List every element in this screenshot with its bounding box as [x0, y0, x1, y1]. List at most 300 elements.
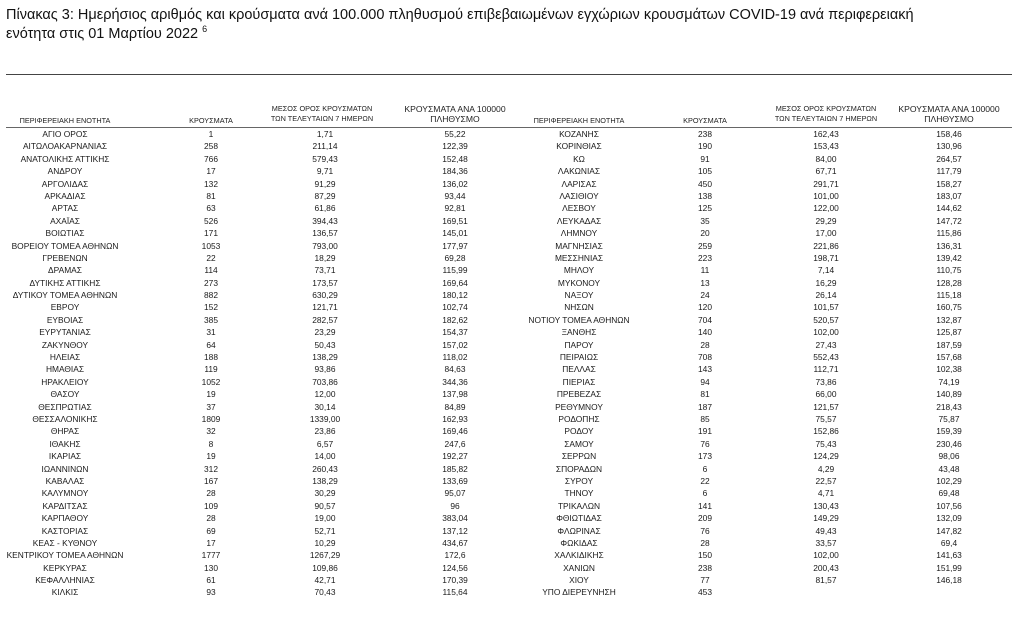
- right-avg7-cell: 17,00: [815, 228, 837, 239]
- left-cases-cell: 130: [204, 562, 218, 573]
- right-region-cell: ΛΑΚΩΝΙΑΣ: [557, 166, 601, 177]
- right-cases-cell: 704: [698, 314, 712, 325]
- left-region-cell: ΖΑΚΥΝΘΟΥ: [41, 339, 89, 350]
- left-region-cell: ΑΡΤΑΣ: [51, 203, 79, 214]
- left-per100k-cell: 96: [450, 500, 460, 511]
- left-avg7-cell: 703,86: [312, 376, 338, 387]
- right-per100k-cell: 151,99: [936, 562, 962, 573]
- left-per100k-cell: 145,01: [442, 228, 468, 239]
- left-region-cell: ΔΡΑΜΑΣ: [48, 265, 82, 276]
- table-row: [0, 339, 1024, 351]
- left-region-cell: ΚΕΦΑΛΛΗΝΙΑΣ: [35, 575, 95, 586]
- right-avg7-cell: 153,43: [813, 141, 839, 152]
- left-per100k-cell: 133,69: [442, 475, 468, 486]
- left-cases-cell: 64: [206, 339, 216, 350]
- table-row: [0, 586, 1024, 598]
- header-per100k-right: [884, 104, 1014, 124]
- left-avg7-cell: 30,14: [314, 401, 336, 412]
- table-row: [0, 301, 1024, 313]
- right-region-cell: ΡΟΔΟΥ: [564, 426, 594, 437]
- header-per100k-right-line1: ΚΡΟΥΣΜΑΤΑ ΑΝΑ 100000: [898, 104, 1000, 114]
- left-region-cell: ΕΥΒΟΙΑΣ: [46, 314, 84, 325]
- left-per100k-cell: 154,37: [442, 327, 468, 338]
- left-cases-cell: 17: [206, 166, 216, 177]
- left-cases-cell: 167: [204, 475, 218, 486]
- right-region-cell: ΧΙΟΥ: [569, 575, 589, 586]
- right-per100k-cell: 110,75: [936, 265, 962, 276]
- right-avg7-cell: 152,86: [813, 426, 839, 437]
- left-avg7-cell: 394,43: [312, 215, 338, 226]
- left-avg7-cell: 52,71: [314, 525, 336, 536]
- right-cases-cell: 259: [698, 240, 712, 251]
- right-region-cell: ΦΘΙΩΤΙΔΑΣ: [556, 513, 602, 524]
- right-cases-cell: 187: [698, 401, 712, 412]
- left-cases-cell: 17: [206, 537, 216, 548]
- left-per100k-cell: 192,27: [442, 451, 468, 462]
- table-row: [0, 277, 1024, 289]
- left-avg7-cell: 70,43: [314, 587, 336, 598]
- right-avg7-cell: 75,57: [815, 413, 837, 424]
- left-avg7-cell: 260,43: [312, 463, 338, 474]
- right-region-cell: ΥΠΟ ΔΙΕΡΕΥΝΗΣΗ: [542, 587, 616, 598]
- table-row: [0, 140, 1024, 152]
- left-avg7-cell: 18,29: [314, 252, 336, 263]
- right-cases-cell: 91: [700, 153, 710, 164]
- right-cases-cell: 28: [700, 339, 710, 350]
- right-per100k-cell: 183,07: [936, 190, 962, 201]
- right-avg7-cell: 22,57: [815, 475, 837, 486]
- right-avg7-cell: 26,14: [815, 290, 837, 301]
- left-cases-cell: 258: [204, 141, 218, 152]
- right-per100k-cell: 230,46: [936, 438, 962, 449]
- left-per100k-cell: 92,81: [444, 203, 466, 214]
- right-per100k-cell: 159,39: [936, 426, 962, 437]
- left-region-cell: ΙΩΑΝΝΙΝΩΝ: [41, 463, 89, 474]
- right-region-cell: ΝΟΤΙΟΥ ΤΟΜΕΑ ΑΘΗΝΩΝ: [528, 314, 630, 325]
- table-row: [0, 525, 1024, 537]
- left-per100k-cell: 169,51: [442, 215, 468, 226]
- left-avg7-cell: 50,43: [314, 339, 336, 350]
- left-avg7-cell: 19,00: [314, 513, 336, 524]
- right-per100k-cell: 107,56: [936, 500, 962, 511]
- left-region-cell: ΒΟΡΕΙΟΥ ΤΟΜΕΑ ΑΘΗΝΩΝ: [11, 240, 119, 251]
- right-avg7-cell: 81,57: [815, 575, 837, 586]
- left-cases-cell: 119: [204, 364, 218, 375]
- right-cases-cell: 120: [698, 302, 712, 313]
- left-per100k-cell: 182,62: [442, 314, 468, 325]
- left-cases-cell: 93: [206, 587, 216, 598]
- left-avg7-cell: 90,57: [314, 500, 336, 511]
- right-region-cell: ΣΠΟΡΑΔΩΝ: [555, 463, 603, 474]
- right-avg7-cell: 221,86: [813, 240, 839, 251]
- left-avg7-cell: 23,29: [314, 327, 336, 338]
- right-region-cell: ΠΑΡΟΥ: [564, 339, 594, 350]
- table-row: [0, 153, 1024, 165]
- right-region-cell: ΛΗΜΝΟΥ: [560, 228, 598, 239]
- left-region-cell: ΚΕΝΤΡΙΚΟΥ ΤΟΜΕΑ ΑΘΗΝΩΝ: [6, 550, 124, 561]
- table-row: [0, 178, 1024, 190]
- header-per100k-left: [390, 104, 520, 124]
- left-region-cell: ΑΡΓΟΛΙΔΑΣ: [41, 178, 89, 189]
- right-region-cell: ΠΙΕΡΙΑΣ: [562, 376, 596, 387]
- left-cases-cell: 114: [204, 265, 218, 276]
- title-footnote: 6: [202, 24, 208, 35]
- right-avg7-cell: 130,43: [813, 500, 839, 511]
- right-region-cell: ΛΑΣΙΘΙΟΥ: [559, 190, 599, 201]
- right-region-cell: ΛΑΡΙΣΑΣ: [561, 178, 597, 189]
- left-avg7-cell: 793,00: [312, 240, 338, 251]
- right-per100k-cell: 43,48: [938, 463, 960, 474]
- left-per100k-cell: 162,93: [442, 413, 468, 424]
- right-cases-cell: 20: [700, 228, 710, 239]
- right-avg7-cell: 520,57: [813, 314, 839, 325]
- left-region-cell: ΚΑΡΠΑΘΟΥ: [41, 513, 89, 524]
- right-avg7-cell: 162,43: [813, 129, 839, 139]
- left-per100k-cell: 170,39: [442, 575, 468, 586]
- left-per100k-cell: 69,28: [444, 252, 466, 263]
- left-cases-cell: 19: [206, 451, 216, 462]
- table-row: [0, 264, 1024, 276]
- left-per100k-cell: 137,98: [442, 389, 468, 400]
- table-row: [0, 425, 1024, 437]
- left-avg7-cell: 10,29: [314, 537, 336, 548]
- header-per100k-right-line2: ΠΛΗΘΥΣΜΟ: [924, 114, 974, 124]
- right-cases-cell: 191: [698, 426, 712, 437]
- table-row: [0, 450, 1024, 462]
- left-per100k-cell: 184,36: [442, 166, 468, 177]
- left-cases-cell: 81: [206, 190, 216, 201]
- right-avg7-cell: 121,57: [813, 401, 839, 412]
- right-per100k-cell: 132,87: [936, 314, 962, 325]
- header-region-right: ΠΕΡΙΦΕΡΕΙΑΚΗ ΕΝΟΤΗΤΑ: [533, 116, 625, 125]
- left-region-cell: ΒΟΙΩΤΙΑΣ: [45, 228, 85, 239]
- right-region-cell: ΛΕΥΚΑΔΑΣ: [556, 215, 602, 226]
- table-row: [0, 240, 1024, 252]
- right-avg7-cell: 29,29: [815, 215, 837, 226]
- table-row: [0, 326, 1024, 338]
- right-region-cell: ΜΑΓΝΗΣΙΑΣ: [555, 240, 603, 251]
- left-avg7-cell: 579,43: [312, 153, 338, 164]
- left-avg7-cell: 138,29: [312, 475, 338, 486]
- right-region-cell: ΣΕΡΡΩΝ: [561, 451, 597, 462]
- right-region-cell: ΦΩΚΙΔΑΣ: [560, 537, 598, 548]
- right-cases-cell: 223: [698, 252, 712, 263]
- left-region-cell: ΕΒΡΟΥ: [50, 302, 80, 313]
- left-per100k-cell: 115,64: [442, 587, 468, 598]
- right-cases-cell: 11: [700, 265, 710, 276]
- right-per100k-cell: 158,46: [936, 129, 962, 139]
- right-per100k-cell: 158,27: [936, 178, 962, 189]
- left-cases-cell: 19: [206, 389, 216, 400]
- table-row: [0, 351, 1024, 363]
- table-row: [0, 388, 1024, 400]
- table-row: [0, 202, 1024, 214]
- header-region-left: ΠΕΡΙΦΕΡΕΙΑΚΗ ΕΝΟΤΗΤΑ: [19, 116, 111, 125]
- right-avg7-cell: 49,43: [815, 525, 837, 536]
- table-row: [0, 401, 1024, 413]
- left-cases-cell: 152: [204, 302, 218, 313]
- left-per100k-cell: 84,89: [444, 401, 466, 412]
- right-cases-cell: 238: [698, 562, 712, 573]
- left-avg7-cell: 211,14: [312, 141, 338, 152]
- left-region-cell: ΗΡΑΚΛΕΙΟΥ: [41, 376, 89, 387]
- left-cases-cell: 1809: [201, 413, 221, 424]
- right-cases-cell: 77: [700, 575, 710, 586]
- right-per100k-cell: 264,57: [936, 153, 962, 164]
- table-row: [0, 314, 1024, 326]
- right-region-cell: ΚΟΖΑΝΗΣ: [559, 129, 599, 139]
- header-avg-right-line1: ΜΕΣΟΣ ΟΡΟΣ ΚΡΟΥΣΜΑΤΩΝ: [775, 104, 877, 113]
- right-per100k-cell: 147,72: [936, 215, 962, 226]
- left-cases-cell: 37: [206, 401, 216, 412]
- right-cases-cell: 85: [700, 413, 710, 424]
- left-cases-cell: 69: [206, 525, 216, 536]
- left-avg7-cell: 109,86: [312, 562, 338, 573]
- left-per100k-cell: 136,02: [442, 178, 468, 189]
- right-avg7-cell: 291,71: [813, 178, 839, 189]
- left-per100k-cell: 124,56: [442, 562, 468, 573]
- left-avg7-cell: 87,29: [314, 190, 336, 201]
- left-cases-cell: 1052: [201, 376, 221, 387]
- left-cases-cell: 526: [204, 215, 218, 226]
- title-line-1: Πίνακας 3: Ημερήσιος αριθμός και κρούσματα ανά 100.000 πληθυσμού επιβεβαιωμένων εγχώριων κρουσμάτων COVID-19 ανά περιφερειακή: [6, 7, 914, 23]
- left-cases-cell: 31: [206, 327, 216, 338]
- right-avg7-cell: 73,86: [815, 376, 837, 387]
- left-region-cell: ΑΝΔΡΟΥ: [47, 166, 83, 177]
- right-cases-cell: 6: [702, 488, 708, 499]
- left-region-cell: ΗΜΑΘΙΑΣ: [45, 364, 85, 375]
- right-cases-cell: 125: [698, 203, 712, 214]
- right-region-cell: ΠΕΙΡΑΙΩΣ: [559, 352, 599, 363]
- right-region-cell: ΝΑΞΟΥ: [564, 290, 594, 301]
- left-cases-cell: 766: [204, 153, 218, 164]
- left-region-cell: ΘΕΣΠΡΩΤΙΑΣ: [38, 401, 92, 412]
- right-cases-cell: 209: [698, 513, 712, 524]
- table-row: [0, 549, 1024, 561]
- right-cases-cell: 143: [698, 364, 712, 375]
- left-per100k-cell: 344,36: [442, 376, 468, 387]
- header-avg-left-line2: ΤΩΝ ΤΕΛΕΥΤΑΙΩΝ 7 ΗΜΕΡΩΝ: [270, 114, 374, 123]
- left-region-cell: ΘΗΡΑΣ: [50, 426, 80, 437]
- right-region-cell: ΧΑΛΚΙΔΙΚΗΣ: [554, 550, 604, 561]
- right-avg7-cell: 75,43: [815, 438, 837, 449]
- table-row: [0, 438, 1024, 450]
- left-cases-cell: 273: [204, 277, 218, 288]
- right-cases-cell: 190: [698, 141, 712, 152]
- left-avg7-cell: 30,29: [314, 488, 336, 499]
- right-avg7-cell: 4,29: [817, 463, 835, 474]
- left-avg7-cell: 61,86: [314, 203, 336, 214]
- header-cases-right: ΚΡΟΥΣΜΑΤΑ: [683, 116, 727, 125]
- right-per100k-cell: 141,63: [936, 550, 962, 561]
- right-avg7-cell: 124,29: [813, 451, 839, 462]
- left-region-cell: ΚΕΡΚΥΡΑΣ: [43, 562, 87, 573]
- right-region-cell: ΜΥΚΟΝΟΥ: [557, 277, 601, 288]
- left-per100k-cell: 177,97: [442, 240, 468, 251]
- right-region-cell: ΡΕΘΥΜΝΟΥ: [555, 401, 603, 412]
- right-cases-cell: 6: [702, 463, 708, 474]
- right-per100k-cell: 130,96: [936, 141, 962, 152]
- right-region-cell: ΠΕΛΛΑΣ: [562, 364, 596, 375]
- left-per100k-cell: 383,04: [442, 513, 468, 524]
- table-title: [6, 6, 1016, 44]
- right-region-cell: ΤΗΝΟΥ: [564, 488, 594, 499]
- left-region-cell: ΓΡΕΒΕΝΩΝ: [42, 252, 88, 263]
- left-per100k-cell: 152,48: [442, 153, 468, 164]
- table-row: [0, 215, 1024, 227]
- right-cases-cell: 24: [700, 290, 710, 301]
- left-region-cell: ΚΙΛΚΙΣ: [51, 587, 79, 598]
- right-region-cell: ΜΗΛΟΥ: [563, 265, 595, 276]
- right-per100k-cell: 157,68: [936, 352, 962, 363]
- left-avg7-cell: 121,71: [312, 302, 338, 313]
- right-per100k-cell: 74,19: [938, 376, 960, 387]
- left-avg7-cell: 73,71: [314, 265, 336, 276]
- title-date: ενότητα στις 01 Μαρτίου 2022: [6, 26, 199, 42]
- right-per100k-cell: 132,09: [936, 513, 962, 524]
- left-cases-cell: 22: [206, 252, 216, 263]
- left-region-cell: ΕΥΡΥΤΑΝΙΑΣ: [39, 327, 91, 338]
- right-per100k-cell: 102,38: [936, 364, 962, 375]
- left-per100k-cell: 118,02: [442, 352, 468, 363]
- left-per100k-cell: 95,07: [444, 488, 466, 499]
- right-region-cell: ΧΑΝΙΩΝ: [563, 562, 595, 573]
- right-per100k-cell: 69,4: [940, 537, 958, 548]
- right-cases-cell: 76: [700, 525, 710, 536]
- left-avg7-cell: 1339,00: [309, 413, 341, 424]
- left-avg7-cell: 91,29: [314, 178, 336, 189]
- right-cases-cell: 35: [700, 215, 710, 226]
- left-region-cell: ΙΚΑΡΙΑΣ: [48, 451, 82, 462]
- right-avg7-cell: 16,29: [815, 277, 837, 288]
- left-cases-cell: 8: [208, 438, 214, 449]
- left-cases-cell: 312: [204, 463, 218, 474]
- right-region-cell: ΜΕΣΣΗΝΙΑΣ: [554, 252, 604, 263]
- title-line-2: [6, 25, 1016, 44]
- right-cases-cell: 238: [698, 129, 712, 139]
- right-per100k-cell: 146,18: [936, 575, 962, 586]
- header-per100k-left-line1: ΚΡΟΥΣΜΑΤΑ ΑΝΑ 100000: [404, 104, 506, 114]
- left-avg7-cell: 42,71: [314, 575, 336, 586]
- left-cases-cell: 32: [206, 426, 216, 437]
- right-region-cell: ΣΥΡΟΥ: [564, 475, 594, 486]
- table-row: [0, 574, 1024, 586]
- left-avg7-cell: 93,86: [314, 364, 336, 375]
- right-cases-cell: 140: [698, 327, 712, 338]
- right-per100k-cell: 125,87: [936, 327, 962, 338]
- right-avg7-cell: 200,43: [813, 562, 839, 573]
- right-per100k-cell: 187,59: [936, 339, 962, 350]
- left-region-cell: ΑΧΑΪΑΣ: [50, 215, 80, 226]
- right-per100k-cell: 75,87: [938, 413, 960, 424]
- left-region-cell: ΑΡΚΑΔΙΑΣ: [44, 190, 86, 201]
- right-region-cell: ΝΗΣΩΝ: [564, 302, 594, 313]
- left-region-cell: ΘΑΣΟΥ: [50, 389, 80, 400]
- right-per100k-cell: 139,42: [936, 252, 962, 263]
- right-cases-cell: 81: [700, 389, 710, 400]
- right-avg7-cell: 101,57: [813, 302, 839, 313]
- right-region-cell: ΡΟΔΟΠΗΣ: [558, 413, 600, 424]
- left-cases-cell: 63: [206, 203, 216, 214]
- left-cases-cell: 882: [204, 290, 218, 301]
- table-row: [0, 487, 1024, 499]
- table-row: [0, 128, 1024, 140]
- left-avg7-cell: 9,71: [316, 166, 334, 177]
- table-row: [0, 190, 1024, 202]
- left-avg7-cell: 282,57: [312, 314, 338, 325]
- left-per100k-cell: 169,46: [442, 426, 468, 437]
- left-avg7-cell: 12,00: [314, 389, 336, 400]
- left-per100k-cell: 102,74: [442, 302, 468, 313]
- left-region-cell: ΚΑΒΑΛΑΣ: [45, 475, 85, 486]
- right-avg7-cell: 122,00: [813, 203, 839, 214]
- left-region-cell: ΚΑΣΤΟΡΙΑΣ: [41, 525, 89, 536]
- left-per100k-cell: 137,12: [442, 525, 468, 536]
- table-row: [0, 562, 1024, 574]
- right-avg7-cell: 66,00: [815, 389, 837, 400]
- right-per100k-cell: 102,29: [936, 475, 962, 486]
- left-per100k-cell: 93,44: [444, 190, 466, 201]
- table-row: [0, 512, 1024, 524]
- left-avg7-cell: 138,29: [312, 352, 338, 363]
- table-body: [0, 128, 1024, 599]
- right-avg7-cell: 84,00: [815, 153, 837, 164]
- left-region-cell: ΑΓΙΟ ΟΡΟΣ: [42, 129, 88, 139]
- left-avg7-cell: 23,86: [314, 426, 336, 437]
- right-region-cell: ΦΛΩΡΙΝΑΣ: [557, 525, 601, 536]
- right-cases-cell: 138: [698, 190, 712, 201]
- right-per100k-cell: 115,86: [936, 228, 962, 239]
- right-region-cell: ΤΡΙΚΑΛΩΝ: [557, 500, 601, 511]
- right-avg7-cell: 4,71: [817, 488, 835, 499]
- left-cases-cell: 28: [206, 513, 216, 524]
- right-per100k-cell: 115,18: [936, 290, 962, 301]
- left-avg7-cell: 1,71: [316, 129, 334, 139]
- left-per100k-cell: 55,22: [444, 129, 466, 139]
- right-per100k-cell: 117,79: [936, 166, 962, 177]
- left-cases-cell: 171: [204, 228, 218, 239]
- left-cases-cell: 385: [204, 314, 218, 325]
- right-region-cell: ΣΑΜΟΥ: [564, 438, 594, 449]
- left-cases-cell: 1777: [201, 550, 221, 561]
- left-per100k-cell: 180,12: [442, 290, 468, 301]
- right-avg7-cell: 552,43: [813, 352, 839, 363]
- left-avg7-cell: 173,57: [312, 277, 338, 288]
- right-per100k-cell: 136,31: [936, 240, 962, 251]
- left-cases-cell: 1053: [201, 240, 221, 251]
- right-cases-cell: 150: [698, 550, 712, 561]
- table-row: [0, 475, 1024, 487]
- left-region-cell: ΔΥΤΙΚΟΥ ΤΟΜΕΑ ΑΘΗΝΩΝ: [12, 290, 118, 301]
- right-region-cell: ΞΑΝΘΗΣ: [561, 327, 597, 338]
- left-per100k-cell: 115,99: [442, 265, 468, 276]
- left-avg7-cell: 14,00: [314, 451, 336, 462]
- right-per100k-cell: 128,28: [936, 277, 962, 288]
- left-region-cell: ΙΘΑΚΗΣ: [49, 438, 81, 449]
- left-per100k-cell: 157,02: [442, 339, 468, 350]
- header-avg-right-line2: ΤΩΝ ΤΕΛΕΥΤΑΙΩΝ 7 ΗΜΕΡΩΝ: [774, 114, 878, 123]
- table-row: [0, 500, 1024, 512]
- right-region-cell: ΚΩ: [573, 153, 585, 164]
- left-region-cell: ΚΑΡΔΙΤΣΑΣ: [42, 500, 88, 511]
- table-row: [0, 413, 1024, 425]
- top-rule: [6, 74, 1012, 75]
- right-per100k-cell: 144,62: [936, 203, 962, 214]
- right-avg7-cell: 27,43: [815, 339, 837, 350]
- right-cases-cell: 105: [698, 166, 712, 177]
- right-per100k-cell: 140,89: [936, 389, 962, 400]
- header-avg-left: [262, 104, 382, 124]
